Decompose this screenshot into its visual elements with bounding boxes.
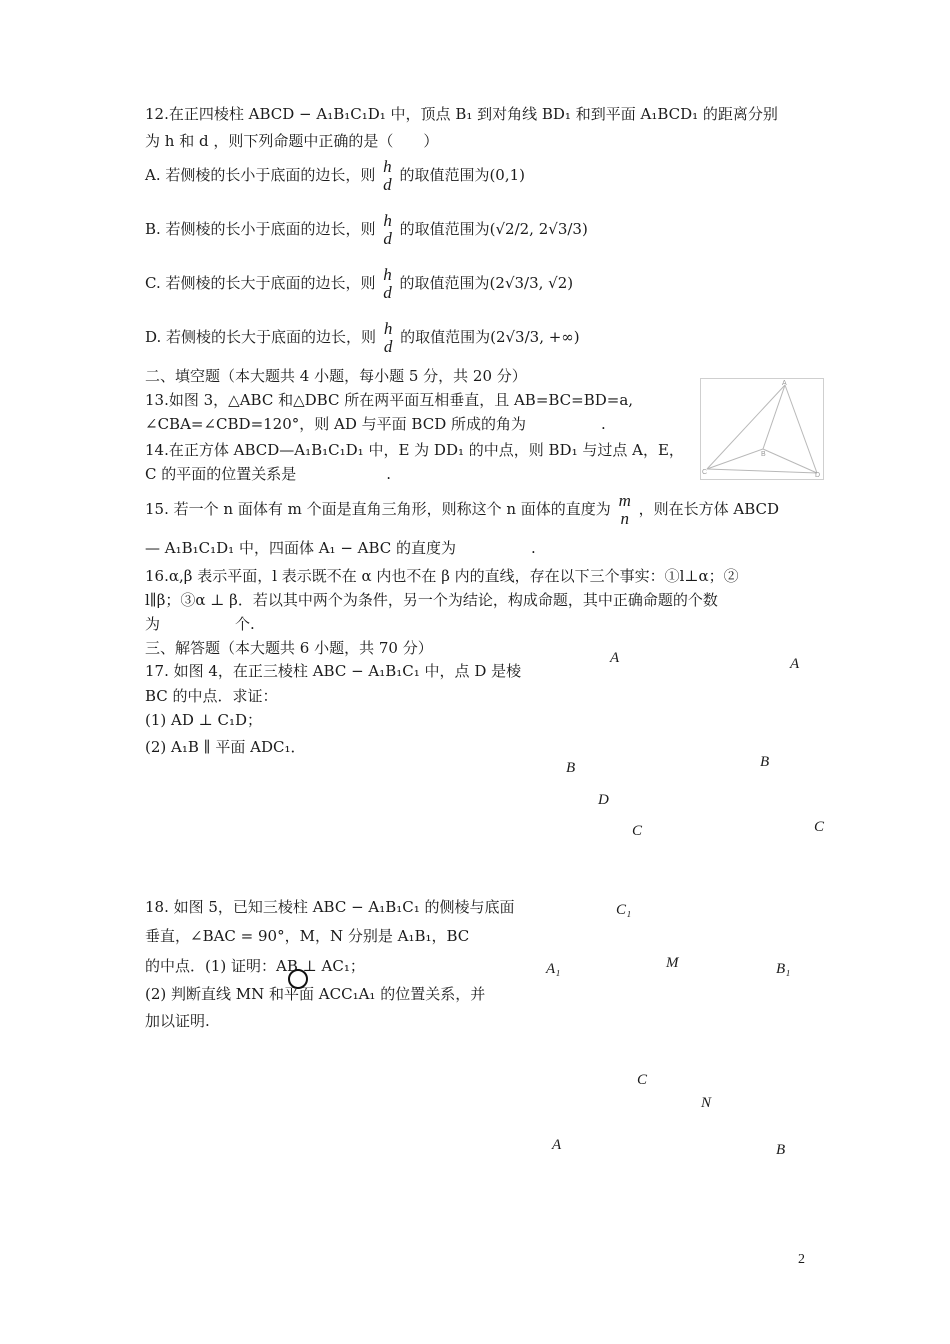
q17-line4: (2) A₁B ∥ 平面 ADC₁． [145,738,306,756]
option-prefix: A. 若侧棱的长小于底面的边长，则 [145,166,376,184]
fraction-m-over-n: m n [618,491,631,528]
option-suffix: 的取值范围为(0,1) [399,166,525,184]
fraction-h-over-d: h d [383,265,392,302]
fig5-label-b1: B₁ [776,961,791,977]
option-prefix: B. 若侧棱的长小于底面的边长，则 [145,220,376,238]
q16-line2: l∥β；③α ⊥ β．若以其中两个为条件，另一个为结论，构成命题，其中正确命题的个数 [145,591,718,609]
page-number: 2 [798,1252,805,1267]
q12-line1: 12.在正四棱柱 ABCD − A₁B₁C₁D₁ 中，顶点 B₁ 到对角线 BD₁ 和到平面 A₁BCD₁ 的距离分别 [145,105,778,123]
q13-line2: ∠CBA=∠CBD=120°，则 AD 与平面 BCD 所成的角为 . [145,415,606,433]
q14-line1: 14.在正方体 ABCD—A₁B₁C₁D₁ 中，E 为 DD₁ 的中点，则 BD₁ 与过点 A，E， [145,441,684,459]
option-suffix: 的取值范围为(2√3/3, +∞) [400,328,580,346]
q18-line4: (2) 判断直线 MN 和平面 ACC₁A₁ 的位置关系，并 [145,985,486,1003]
circle-mark [288,969,308,989]
q18-line3: 的中点．(1) 证明：AB ⊥ AC₁； [145,957,365,975]
q13-line1: 13.如图 3，△ABC 和△DBC 所在两平面互相垂直，且 AB=BC=BD=a, [145,391,634,409]
q17-line1: 17. 如图 4，在正三棱柱 ABC − A₁B₁C₁ 中，点 D 是棱 [145,662,522,680]
fig5-label-a: A [552,1137,562,1153]
fig4-label-a1: A [790,656,800,672]
fig5-label-c1: C₁ [616,902,632,918]
section-solutions-heading: 三、解答题（本大题共 6 小题，共 70 分） [145,639,433,657]
figure-3-tetrahedron [700,378,824,480]
q15-suffix: ，则在长方体 ABCD [638,500,780,518]
fig5-label-a1: A₁ [546,961,561,977]
fig4-label-c1: C [814,819,825,835]
fig3-label-a: A [782,380,787,387]
fraction-h-over-d: h d [383,319,393,356]
q12-option-a [145,158,525,194]
option-prefix: D. 若侧棱的长大于底面的边长，则 [145,328,377,346]
q18-line1: 18. 如图 5，已知三棱柱 ABC − A₁B₁C₁ 的侧棱与底面 [145,898,515,916]
q14-line2: C 的平面的位置关系是 . [145,465,392,483]
fig5-label-c: C [637,1072,648,1088]
q15-line2: — A₁B₁C₁D₁ 中，四面体 A₁ − ABC 的直度为 . [145,539,536,557]
fraction-h-over-d: h d [383,157,392,194]
figure-3-drawing [701,379,823,479]
q12-option-c [145,266,573,302]
fraction-h-over-d: h d [383,211,392,248]
option-suffix: 的取值范围为(√2/2, 2√3/3) [399,220,588,238]
fig3-label-d: D [815,472,821,479]
section-fill-in-heading: 二、填空题（本大题共 4 小题，每小题 5 分，共 20 分） [145,367,527,385]
q15-prefix: 15. 若一个 n 面体有 m 个面是直角三角形，则称这个 n 面体的直度为 [145,500,611,518]
q15-line1 [145,492,779,528]
q17-line3: (1) AD ⊥ C₁D； [145,711,263,729]
fig4-label-c: C [632,823,643,839]
q12-line2: 为 h 和 d ，则下列命题中正确的是（ ） [145,132,439,150]
fig5-label-b: B [776,1142,786,1158]
fig4-label-a: A [610,650,620,666]
q18-line5: 加以证明. [145,1012,210,1030]
fig4-label-d: D [598,792,609,808]
fig5-label-n: N [701,1095,712,1111]
fig4-label-b: B [566,760,576,776]
fig3-label-c: C [702,469,708,476]
q16-line1: 16.α,β 表示平面，l 表示既不在 α 内也不在 β 内的直线，存在以下三个事实：①l⊥α；② [145,567,739,585]
q18-line2: 垂直，∠BAC = 90°，M，N 分别是 A₁B₁，BC [145,927,470,945]
q17-line2: BC 的中点．求证： [145,687,278,705]
q16-line3: 为 个. [145,615,255,633]
fig5-label-m: M [666,955,679,971]
q12-option-b [145,212,588,248]
q12-option-d [145,320,580,356]
option-prefix: C. 若侧棱的长大于底面的边长，则 [145,274,376,292]
option-suffix: 的取值范围为(2√3/3, √2) [399,274,574,292]
fig3-label-b: B [761,451,766,458]
fig4-label-b1: B [760,754,770,770]
